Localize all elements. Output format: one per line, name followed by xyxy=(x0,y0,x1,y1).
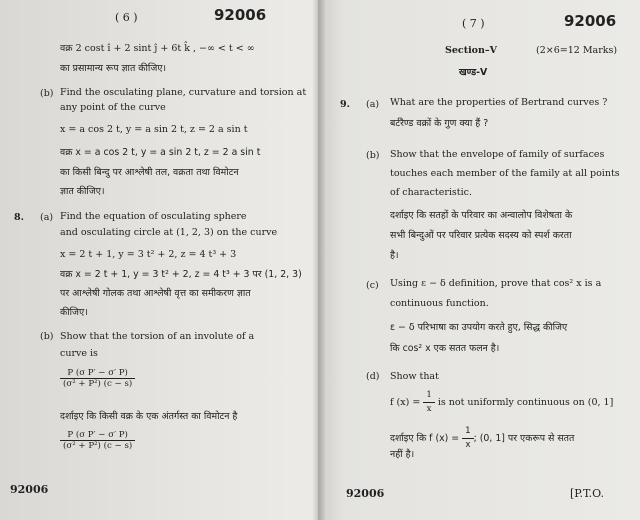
book-gutter-shadow xyxy=(312,0,326,520)
q9c-label: (c) xyxy=(366,280,379,291)
q7a-hindi: का प्रसामान्य रूप ज्ञात कीजिए। xyxy=(60,63,167,74)
hindi-function-statement: ; (0, 1] पर एकरूप से सतत xyxy=(473,433,575,444)
section-title: Section–V xyxy=(445,45,498,56)
q9d-hindi-line1 xyxy=(390,425,574,452)
q8a-text-line1: Find the equation of osculating sphere xyxy=(60,211,247,222)
q7b-hindi-line2: ज्ञात कीजिए। xyxy=(60,186,105,197)
q9b-text-line1: Show that the envelope of family of surfaces xyxy=(390,149,605,160)
section-marks: (2×6=12 Marks) xyxy=(536,45,618,56)
q9c-text-line2: continuous function. xyxy=(390,298,489,309)
q9a-hindi: बर्टरैण्ड वक्रों के गुण क्या हैं ? xyxy=(390,118,489,129)
q8a-equation: x = 2 t + 1, y = 3 t² + 2, z = 4 t³ + 3 xyxy=(60,249,237,260)
fraction-denominator: x xyxy=(426,404,432,414)
q8-number: 8. xyxy=(14,212,24,223)
q8a-hindi-line2: कीजिए। xyxy=(60,307,88,318)
right-page xyxy=(318,0,640,520)
hindi-function-lhs: दर्शाइए कि f (x) = xyxy=(390,433,460,444)
q8a-text-line2: and osculating circle at (1, 2, 3) on the curve xyxy=(60,227,278,238)
pto-marker: [P.T.O. xyxy=(570,487,605,500)
q7b-label: (b) xyxy=(40,88,54,99)
q8b-text-line1: Show that the torsion of an involute of a xyxy=(60,331,255,342)
left-page xyxy=(0,0,318,520)
fraction-numerator: 1 xyxy=(423,389,434,403)
q9d-label: (d) xyxy=(366,371,380,382)
paper-code: 92006 xyxy=(564,12,617,30)
q9b-hindi-line2: सभी बिन्दुओं पर परिवार प्रत्येक सदस्य को स्पर्श करता xyxy=(390,230,572,241)
fraction-denominator: x xyxy=(465,440,471,450)
q9c-text-line1: Using ε − δ definition, prove that cos² x is a xyxy=(390,278,602,289)
q8a-label: (a) xyxy=(40,212,54,223)
q9b-hindi-line3: है। xyxy=(390,250,399,261)
q9d-hindi-line2: नहीं है। xyxy=(390,449,415,460)
q7b-hindi-line1: का किसी बिन्दु पर आश्लेषी तल, वक्रता तथा विमोटन xyxy=(60,167,239,178)
q9d-text: Show that xyxy=(390,371,439,382)
page-number: ( 7 ) xyxy=(462,17,485,30)
function-lhs: f (x) = xyxy=(390,397,421,408)
q9b-text-line2: touches each member of the family at all points xyxy=(390,168,620,179)
fraction-numerator: P (σ P′ − σ′ P) xyxy=(60,368,135,379)
q9b-hindi-line1: दर्शाइए कि सतहों के परिवार का अन्वालोप विशेषता के xyxy=(390,210,573,221)
q8b-hindi: दर्शाइए कि किसी वक्र के एक अंतर्गस्त का विमोटन है xyxy=(60,411,238,422)
q9a-label: (a) xyxy=(366,99,380,110)
q7b-hindi-equation: वक्र x = a cos 2 t, y = a sin 2 t, z = 2 a sin t xyxy=(60,147,261,158)
torsion-fraction xyxy=(60,368,135,389)
fraction-numerator: 1 xyxy=(462,425,473,439)
q8a-hindi-line1: पर आश्लेषी गोलक तथा आश्लेषी वृत्त का समीकरण ज्ञात xyxy=(60,288,251,299)
torsion-fraction-hindi xyxy=(60,430,135,451)
q9-number: 9. xyxy=(340,99,350,110)
section-title-hindi: खण्ड-V xyxy=(459,67,488,78)
q9c-hindi-line2: कि cos² x एक सतत फलन है। xyxy=(390,343,500,354)
q9b-text-line3: of characteristic. xyxy=(390,187,472,198)
q7b-text-line2: any point of the curve xyxy=(60,102,166,113)
paper-code: 92006 xyxy=(214,6,267,24)
footer-paper-code: 92006 xyxy=(10,483,49,496)
footer-paper-code: 92006 xyxy=(346,487,385,500)
q9c-hindi-line1: ε − δ परिभाषा का उपयोग करते हुए, सिद्ध कीजिए xyxy=(390,322,568,333)
function-statement: is not uniformly continuous on (0, 1] xyxy=(434,397,614,408)
q7b-text-line1: Find the osculating plane, curvature and torsion at xyxy=(60,87,307,98)
fraction-denominator: (σ² + P²) (c − s) xyxy=(63,379,133,389)
fraction-numerator: P (σ P′ − σ′ P) xyxy=(60,430,135,441)
q8a-hindi-equation: वक्र x = 2 t + 1, y = 3 t² + 2, z = 4 t³ + 3 पर (1, 2, 3) xyxy=(60,269,302,280)
q7a-curve: वक्र 2 cost î + 2 sint ĵ + 6t k̂ , −∞ < t < ∞ xyxy=(60,43,255,54)
page-number: ( 6 ) xyxy=(115,11,138,24)
q9d-function xyxy=(390,389,613,416)
q9a-text: What are the properties of Bertrand curves ? xyxy=(390,97,608,108)
q8b-text-line2: curve is xyxy=(60,348,98,359)
q8b-label: (b) xyxy=(40,331,54,342)
q9b-label: (b) xyxy=(366,150,380,161)
q7b-equation: x = a cos 2 t, y = a sin 2 t, z = 2 a sin t xyxy=(60,124,248,135)
fraction-denominator: (σ² + P²) (c − s) xyxy=(63,441,133,451)
